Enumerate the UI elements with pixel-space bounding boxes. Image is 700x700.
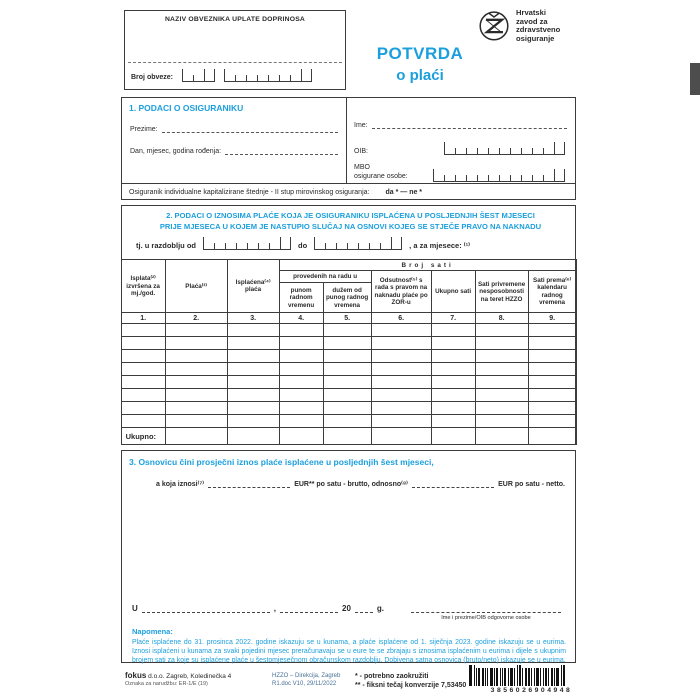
datum-input-line[interactable] [280,605,338,613]
section1-bottom-divider [122,183,575,184]
table-cell[interactable] [371,402,431,415]
digit-cell[interactable] [466,148,477,154]
digit-cell[interactable] [477,175,488,181]
table-cell[interactable] [431,415,475,428]
table-cell[interactable] [121,324,165,337]
table-cell[interactable] [165,324,227,337]
mjesto-datum-row [132,604,402,613]
table-cell[interactable] [323,415,371,428]
digit-cell[interactable] [247,243,258,249]
table-cell[interactable] [227,415,279,428]
section3-title: 3. Osnovicu čini prosječni iznos plaće isplaćene u posljednjih šest mjeseci, [129,457,434,467]
col-number: 3. [227,313,279,324]
col-group-broj-sati: Broj sati [279,260,576,271]
razdoblje-od-label: tj. u razdoblju od [136,241,196,250]
ukupno-cell[interactable] [227,428,279,445]
digit-cell[interactable] [279,75,290,81]
digit-cell[interactable] [225,243,236,249]
ukupno-cell[interactable] [431,428,475,445]
broj-obveze-row [131,70,340,82]
barcode-bar [490,668,493,686]
table-cell[interactable] [528,376,576,389]
table-cell[interactable] [279,324,323,337]
table-cell[interactable] [371,415,431,428]
digit-cell[interactable] [193,75,204,81]
table-cell[interactable] [431,376,475,389]
digit-cell[interactable] [257,75,268,81]
section-1-podaci-o-osiguraniku [121,97,576,200]
col-header-ukupno-sati: Ukupno sati [431,271,475,313]
hzzo-logo-text [516,9,560,43]
table-cell[interactable] [431,337,475,350]
iznos-row [156,480,565,488]
table-cell[interactable] [121,402,165,415]
barcode-bar [494,668,495,686]
table-cell[interactable] [227,350,279,363]
barcode-bar [554,668,555,686]
broj-obveze-label: Broj obveze: [131,74,174,81]
ukupno-cell[interactable] [279,428,323,445]
godina-suffix: g. [376,604,385,613]
table-cell[interactable] [528,363,576,376]
digit-cell[interactable] [290,75,301,81]
barcode-bar [482,668,484,686]
mbo-label-line1: MBO [354,164,370,171]
stednja-row [129,189,422,196]
barcode-bar [502,668,503,686]
barcode-bar [543,668,544,686]
digit-cell[interactable] [510,148,521,154]
barcode-bar [478,668,480,686]
napomena-title: Napomena: [132,627,173,636]
table-cell[interactable] [475,337,528,350]
table-cell[interactable] [528,324,576,337]
barcode-bar [531,668,532,686]
digit-cell[interactable] [532,148,543,154]
barcode-bar [508,668,509,686]
digit-cell[interactable] [347,243,358,249]
barcode [469,665,594,694]
digit-cell[interactable] [510,175,521,181]
digit-cell[interactable] [380,243,391,249]
table-cell[interactable] [121,389,165,402]
publisher-info [272,672,340,688]
digit-cell[interactable] [455,148,466,154]
brutto-label: EUR** po satu - brutto, odnosno⁽⁸⁾ [294,481,408,488]
table-cell[interactable] [528,350,576,363]
table-cell[interactable] [121,415,165,428]
section-3-osnovica [121,450,576,663]
mbo-label-line2: osigurane osobe: [354,172,408,180]
prezime-input-line[interactable] [162,125,338,133]
oib-field[interactable] [444,143,565,155]
form-title [348,44,492,84]
digit-cell[interactable] [269,243,280,249]
barcode-bar [540,668,541,686]
broj-obveze-field-2[interactable] [224,70,312,82]
barcode-bar [548,668,549,686]
table-cell[interactable] [227,324,279,337]
digit-cell[interactable] [325,243,336,249]
table-cell[interactable] [279,363,323,376]
table-cell[interactable] [431,402,475,415]
table-cell[interactable] [371,324,431,337]
digit-cell[interactable] [521,175,532,181]
obveznik-box [124,10,346,90]
digit-cell[interactable] [554,142,565,154]
potpis-input-line[interactable] [411,601,561,613]
table-cell[interactable] [475,402,528,415]
col-number: 5. [323,313,371,324]
ime-input-line[interactable] [372,121,567,129]
table-cell[interactable] [227,389,279,402]
col-number: 9. [528,313,576,324]
col-number: 2. [165,313,227,324]
table-cell[interactable] [227,402,279,415]
ukupno-cell[interactable] [528,428,576,445]
table-cell[interactable] [371,376,431,389]
prezime-row [130,125,338,133]
col-header-odsutnost: Odsutnost⁽⁵⁾ s rada s pravom na naknadu plaće po ZOR-u [371,271,431,313]
rodjenje-label: Dan, mjesec, godina rođenja: [130,148,222,155]
logo-line: zdravstveno [516,25,561,35]
digit-cell[interactable] [554,169,565,181]
table-cell[interactable] [431,389,475,402]
barcode-bar [500,668,501,686]
hzzo-logo-icon [477,8,511,42]
barcode-bar [519,665,521,686]
table-cell[interactable] [279,402,323,415]
table-cell[interactable] [528,337,576,350]
form-title-line1: POTVRDA [376,44,464,63]
barcode-bar [487,668,488,686]
barcode-bar [517,665,518,686]
digit-cell[interactable] [358,243,369,249]
col-header-puno-vrijeme: punom radnom vremenu [279,283,323,313]
table-cell[interactable] [121,350,165,363]
col-number: 6. [371,313,431,324]
table-cell[interactable] [371,363,431,376]
digit-cell[interactable] [521,148,532,154]
ukupno-cell[interactable] [475,428,528,445]
digit-cell[interactable] [499,148,510,154]
col-header-sati-hzzo: Sati privremene nesposobnosti na teret HZZO [475,271,528,313]
da-ne-choice[interactable]: da * — ne * [385,189,423,196]
table-cell[interactable] [323,376,371,389]
digit-cell[interactable] [477,148,488,154]
table-cell[interactable] [323,337,371,350]
table-cell[interactable] [279,376,323,389]
mbo-field[interactable] [433,170,565,182]
razdoblje-do-label: do [298,241,308,250]
oib-label: OIB: [354,148,369,155]
table-cell[interactable] [227,363,279,376]
section1-divider [346,98,347,184]
ukupno-cell[interactable] [371,428,431,445]
digit-cell[interactable] [258,243,269,249]
table-cell[interactable] [475,389,528,402]
iznos-label: a koja iznosi⁽⁷⁾ [156,481,204,488]
digit-cell[interactable] [336,243,347,249]
section1-title: 1. PODACI O OSIGURANIKU [129,103,244,113]
barcode-bar [525,668,527,686]
obveznik-divider [128,62,342,63]
table-cell[interactable] [431,363,475,376]
section2-title-line2: PRIJE MJESECA U KOJEM JE NASTUPIO SLUČAJ NA OSNOVI KOJEG SE STJEČE PRAVO NA NAKNADU [159,221,542,231]
digit-cell[interactable] [280,237,291,249]
table-cell[interactable] [431,350,475,363]
ime-row [354,121,567,129]
barcode-bar [561,665,562,686]
footnote-1: * - potrebno zaokružiti [355,673,429,680]
col-header-isplata: Isplata⁽²⁾ izvršena za mj./god. [121,260,165,313]
godina-input-line[interactable] [355,605,373,613]
mjesto-input-line[interactable] [142,605,270,613]
printer-address: d.o.o. Zagreb, Koledinečka 4 [148,673,232,680]
rodjenje-row [130,147,338,155]
footnote-2: ** - fiksni tečaj konverzije 7,53450 [355,682,467,690]
digit-cell[interactable] [499,175,510,181]
barcode-bar [522,668,523,686]
table-cell[interactable] [279,389,323,402]
digit-cell[interactable] [314,237,325,249]
digit-cell[interactable] [532,175,543,181]
barcode-bar [556,668,559,686]
table-cell[interactable] [371,389,431,402]
mbo-row [354,164,565,182]
table-cell[interactable] [528,389,576,402]
printer-brand: fokus [125,671,147,680]
digit-cell[interactable] [433,169,444,181]
rodjenje-input-line[interactable] [225,147,338,155]
ukupno-cell[interactable] [323,428,371,445]
stednja-label: Osiguranik individualne kapitalizirane štednje - II stup mirovinskog osiguranja: [129,189,370,196]
page-edge-mark [690,63,700,95]
ukupno-label: Ukupno: [121,428,165,445]
table-cell[interactable] [227,376,279,389]
table-cell[interactable] [323,363,371,376]
placa-table [121,259,577,445]
table-cell[interactable] [121,337,165,350]
digit-cell[interactable] [444,175,455,181]
printer-info [125,671,231,687]
logo-line: zavod za [516,16,548,26]
digit-cell[interactable] [488,175,499,181]
barcode-bar [474,665,475,686]
digit-cell[interactable] [224,69,235,81]
digit-cell[interactable] [182,69,193,81]
table-cell[interactable] [323,324,371,337]
table-cell[interactable] [279,350,323,363]
barcode-bar [545,668,547,686]
table-cell[interactable] [227,337,279,350]
table-cell[interactable] [165,376,227,389]
digit-cell[interactable] [455,175,466,181]
table-cell[interactable] [475,324,528,337]
table-cell[interactable] [121,363,165,376]
publisher-line2: R1.doc V10, 29/11/2022 [272,681,337,688]
prezime-label: Prezime: [130,126,158,133]
obveznik-title: NAZIV OBVEZNIKA UPLATE DOPRINOSA [164,16,306,23]
barcode-bar [476,668,477,686]
col-group-provedenih: provedenih na radu u [279,271,371,283]
digit-cell[interactable] [204,69,215,81]
col-header-isplacena: Isplaćena⁽⁴⁾ plaća [227,260,279,313]
col-number: 4. [279,313,323,324]
digit-cell[interactable] [543,148,554,154]
section2-title-line1: 2. PODACI O IZNOSIMA PLAĆE KOJA JE OSIGURANIKU ISPLAĆENA U POSLJEDNJIH ŠEST MJESECI [166,211,535,220]
table-cell[interactable] [475,376,528,389]
digit-cell[interactable] [246,75,257,81]
table-cell[interactable] [528,402,576,415]
barcode-bar [510,668,513,686]
digit-cell[interactable] [236,243,247,249]
comma: , [273,604,277,613]
table-cell[interactable] [165,415,227,428]
brutto-input-line[interactable] [208,480,290,488]
digit-cell[interactable] [369,243,380,249]
potpis-caption: Ime i prezime/OIB odgovorne osobe [441,614,531,621]
barcode-digits: 3856026904948 [490,686,573,694]
razdoblje-suffix: , a za mjesece: ⁽¹⁾ [409,241,470,250]
col-number: 8. [475,313,528,324]
publisher-line1: HZZO – Direkcija, Zagreb [272,673,341,679]
table-cell[interactable] [323,402,371,415]
table-cell[interactable] [165,350,227,363]
barcode-bar [563,665,565,686]
barcode-bar [514,668,515,686]
footnotes [355,672,466,691]
napomena-text: Plaće isplaćene do 31. prosinca 2022. godine iskazuju se u kunama, a plaće isplaćene od 1. siječnja 2023. godine iskazuju se u eurima. Iznosi isplaćeni u kunama za svaki pojedini mjesec preračunavaju se u eure te se zbrajaju s iznosima isplaćenim u eurima i dijele s ukupnim brojem sati za koje su isplaćene plaće u šestomjesečnom obračunskom razdoblju. Dobivena satna osnovica (bruto/neto) iskazuje se u eurima. [132,639,566,665]
table-cell[interactable] [475,363,528,376]
table-cell[interactable] [279,415,323,428]
digit-cell[interactable] [268,75,279,81]
barcode-bar [551,668,553,686]
digit-cell[interactable] [235,75,246,81]
table-cell[interactable] [165,389,227,402]
order-code: Oznaka za narudžbu: ER-1/E (19) [125,681,208,687]
godina-prefix: 20 [342,604,351,613]
table-cell[interactable] [279,337,323,350]
table-cell[interactable] [323,350,371,363]
digit-cell[interactable] [488,148,499,154]
barcode-bar [536,668,539,686]
table-cell[interactable] [165,402,227,415]
barcode-bar [485,668,486,686]
razdoblje-do-field[interactable] [314,238,402,250]
barcode-bar [496,668,498,686]
potpis-block [411,601,561,621]
digit-cell[interactable] [444,142,455,154]
digit-cell[interactable] [214,243,225,249]
barcode-bar [528,668,530,686]
form-title-line2: o plaći [396,67,444,84]
col-header-sati-kalendar: Sati prema⁽⁶⁾ kalendaru radnog vremena [528,271,576,313]
netto-input-line[interactable] [412,480,494,488]
table-cell[interactable] [121,376,165,389]
table-cell[interactable] [475,350,528,363]
oib-row [354,143,565,155]
table-cell[interactable] [528,415,576,428]
table-cell[interactable] [431,324,475,337]
logo-line: Hrvatski [516,8,546,17]
digit-cell[interactable] [301,69,312,81]
barcode-bar [534,668,535,686]
broj-obveze-field-1[interactable] [182,70,215,82]
digit-cell[interactable] [203,237,214,249]
ime-label: Ime: [354,122,368,129]
table-cell[interactable] [165,337,227,350]
razdoblje-row [136,238,569,250]
table-cell[interactable] [323,389,371,402]
table-cell[interactable] [165,363,227,376]
mjesto-prefix: U [132,604,138,613]
col-header-placa: Plaća⁽³⁾ [165,260,227,313]
col-number: 7. [431,313,475,324]
col-header-duze-vrijeme: dužem od punog radnog vremena [323,283,371,313]
section-2-podaci-o-iznosima-place [121,205,576,445]
table-cell[interactable] [475,415,528,428]
barcode-bar [469,665,472,686]
ukupno-cell[interactable] [165,428,227,445]
razdoblje-od-field[interactable] [203,238,291,250]
col-number: 1. [121,313,165,324]
netto-label: EUR po satu - netto. [498,481,565,488]
table-cell[interactable] [371,337,431,350]
barcode-bar [504,668,506,686]
mbo-label [354,164,408,182]
digit-cell[interactable] [543,175,554,181]
table-cell[interactable] [371,350,431,363]
digit-cell[interactable] [466,175,477,181]
barcode-bars [469,665,594,686]
digit-cell[interactable] [391,237,402,249]
logo-line: osiguranje [516,33,555,43]
